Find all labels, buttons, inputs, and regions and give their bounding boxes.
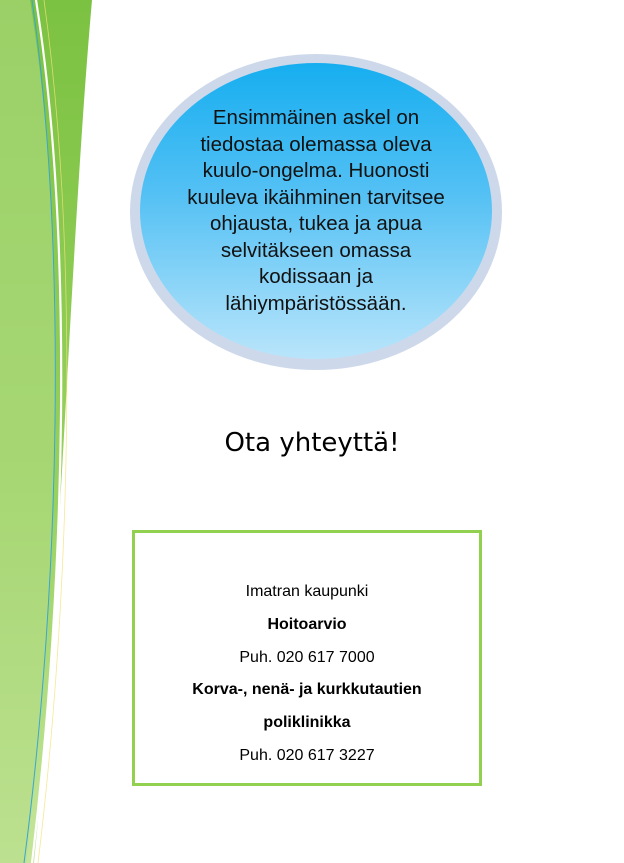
contact-unit-care-assessment: Hoitoarvio	[267, 615, 347, 633]
info-bubble	[130, 54, 502, 370]
contact-lines	[135, 576, 479, 773]
contact-phone-care-assessment: Puh. 020 617 7000	[239, 648, 375, 666]
contact-organization: Imatran kaupunki	[245, 583, 369, 600]
contact-phone-ent: Puh. 020 617 3227	[239, 746, 375, 764]
contact-info-box	[132, 530, 482, 786]
contact-unit-ent-line-2: poliklinikka	[263, 714, 351, 732]
info-bubble-fill	[140, 63, 492, 359]
info-bubble-text: Ensimmäinen askel on tiedostaa olemassa oleva kuulo-ongelma. Huonosti kuuleva ikäihminen tarvitsee ohjausta, tukea ja apua selvitäkseen omassa kodissaan ja lähiympäristössään.	[187, 106, 445, 315]
contact-unit-ent-line-1: Korva-, nenä- ja kurkkutautien	[192, 681, 422, 699]
contact-heading: Ota yhteyttä!	[224, 428, 400, 458]
